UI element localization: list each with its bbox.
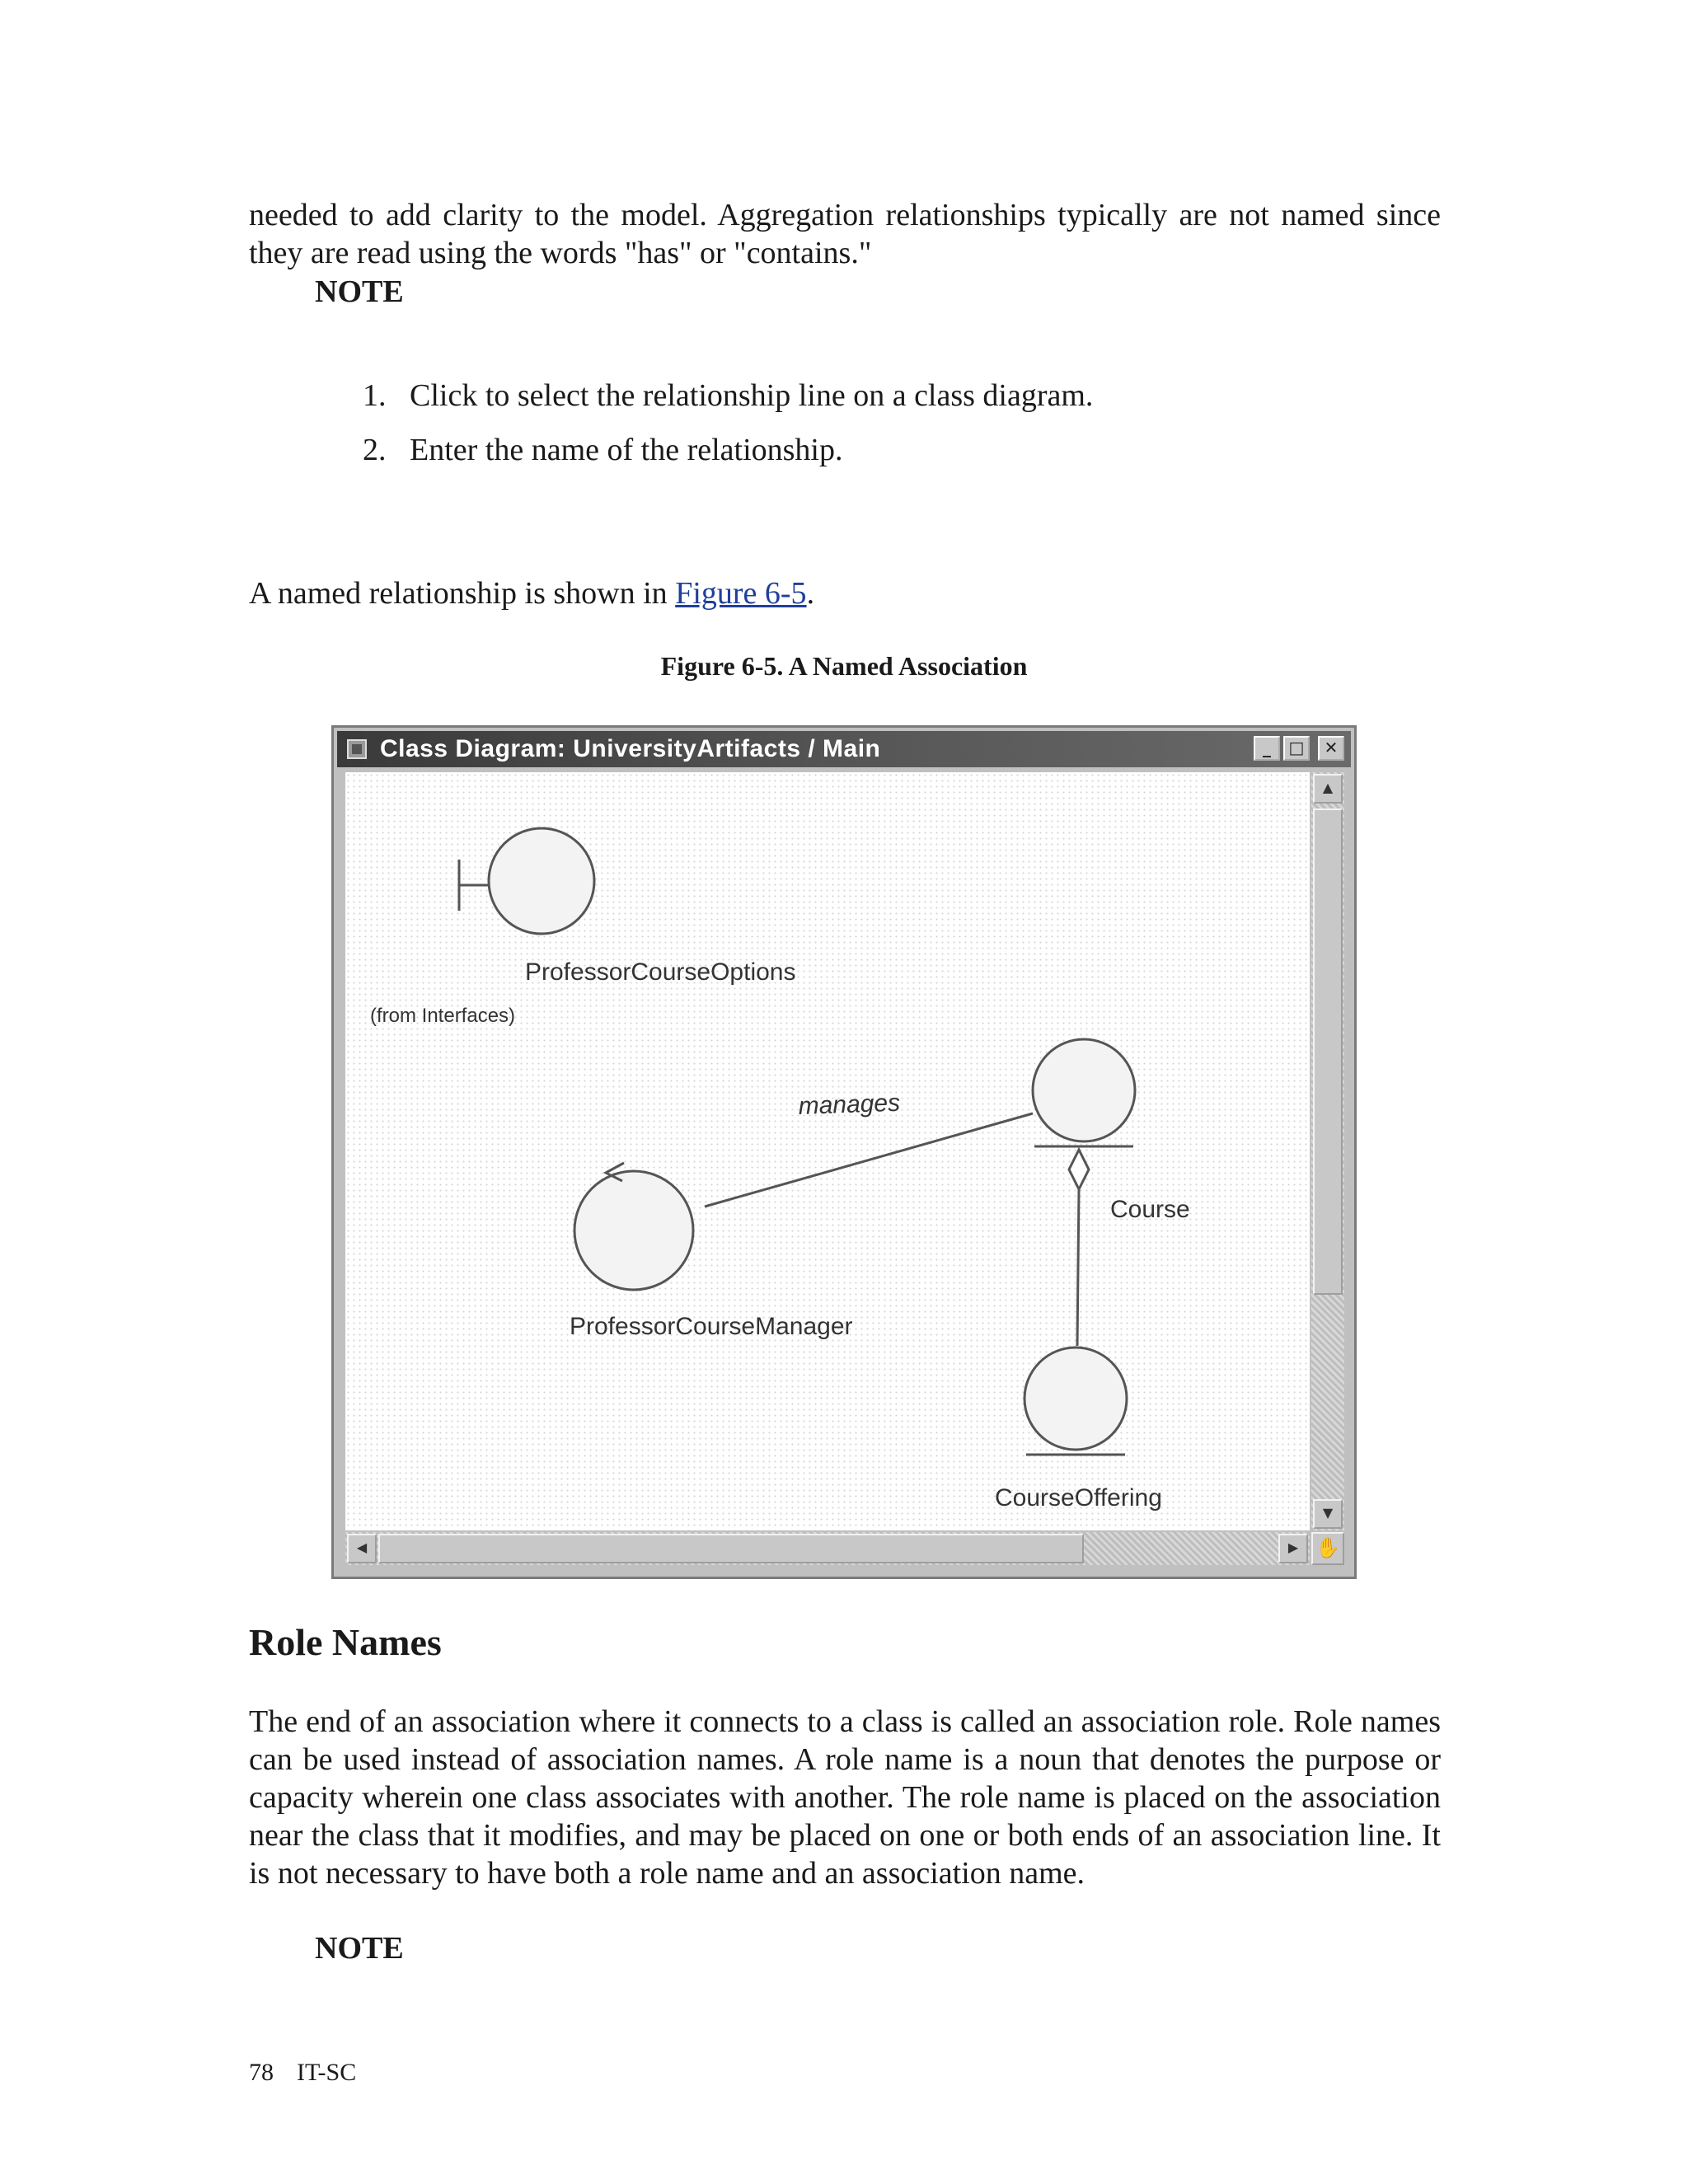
course-class-name: Course bbox=[1110, 1196, 1190, 1223]
role-names-paragraph: The end of an association where it connects to a class is called an association role. Role names can be used instead of association names. A role name is a noun that denotes the purpose or capacity wherein one class associates with another. The role name is placed on the association near the class that it modifies, and may be placed on one or both ends of an association line. It is not necessary to have both a role name and an association name. bbox=[249, 1704, 1441, 1891]
section-heading: Role Names bbox=[249, 1621, 442, 1663]
courseoffering-entity-class[interactable] bbox=[995, 1347, 1162, 1511]
footer-label: IT-SC bbox=[297, 2059, 357, 2086]
hand-pan-icon[interactable]: ✋ bbox=[1311, 1532, 1344, 1565]
vertical-scroll-thumb[interactable] bbox=[1313, 808, 1343, 1295]
page-number: 78 bbox=[249, 2059, 274, 2086]
association-name: manages bbox=[798, 1089, 901, 1120]
step-number: 2. bbox=[363, 433, 387, 467]
course-entity-class[interactable] bbox=[1033, 1039, 1190, 1223]
step-text: Click to select the relationship line on a class diagram. bbox=[410, 378, 1094, 413]
aggregation-line[interactable] bbox=[1077, 1189, 1079, 1346]
close-button[interactable]: ✕ bbox=[1318, 736, 1344, 761]
scroll-up-button[interactable]: ▲ bbox=[1313, 774, 1343, 804]
note-label: NOTE bbox=[315, 274, 404, 309]
figure-caption: Figure 6-5. A Named Association bbox=[660, 651, 1028, 681]
class-diagram-window bbox=[331, 725, 1357, 1579]
horizontal-scroll-thumb[interactable] bbox=[378, 1534, 1084, 1563]
figure-link[interactable]: Figure 6-5 bbox=[675, 576, 807, 611]
minimize-button[interactable]: _ bbox=[1254, 736, 1280, 761]
boundary-package-note: (from Interfaces) bbox=[370, 1005, 516, 1027]
scroll-right-button[interactable]: ▶ bbox=[1278, 1534, 1308, 1563]
boundary-class[interactable] bbox=[370, 828, 795, 1027]
control-class-name: ProfessorCourseManager bbox=[570, 1313, 853, 1340]
diagram-canvas[interactable] bbox=[345, 772, 1310, 1530]
courseoffering-class-name: CourseOffering bbox=[995, 1484, 1162, 1511]
intro-paragraph: needed to add clarity to the model. Aggregation relationships typically are not named since they are read using the words "has" or "contains." bbox=[249, 198, 1441, 270]
scroll-left-button[interactable]: ◀ bbox=[347, 1534, 377, 1563]
manages-association-line[interactable] bbox=[705, 1113, 1033, 1207]
lead-period: . bbox=[806, 576, 815, 611]
class-diagram bbox=[345, 772, 1310, 1530]
lead-text: A named relationship is shown in bbox=[249, 576, 676, 611]
step-item bbox=[363, 377, 1093, 414]
figure-reference-sentence bbox=[249, 575, 814, 612]
scroll-down-button[interactable]: ▼ bbox=[1313, 1499, 1343, 1529]
page-footer bbox=[249, 2059, 379, 2087]
horizontal-scrollbar[interactable] bbox=[345, 1532, 1310, 1565]
control-class[interactable] bbox=[570, 1163, 853, 1340]
vertical-scrollbar[interactable] bbox=[1311, 772, 1344, 1530]
note-label: NOTE bbox=[315, 1931, 404, 1966]
maximize-button[interactable]: □ bbox=[1283, 736, 1310, 761]
window-titlebar[interactable] bbox=[337, 731, 1351, 767]
diagram-app-icon bbox=[345, 738, 368, 761]
aggregation-diamond bbox=[1069, 1150, 1089, 1189]
step-text: Enter the name of the relationship. bbox=[410, 433, 843, 467]
boundary-class-name: ProfessorCourseOptions bbox=[525, 958, 796, 986]
step-number: 1. bbox=[363, 378, 387, 413]
step-item bbox=[363, 432, 843, 468]
window-title: Class Diagram: UniversityArtifacts / Main bbox=[380, 735, 881, 762]
